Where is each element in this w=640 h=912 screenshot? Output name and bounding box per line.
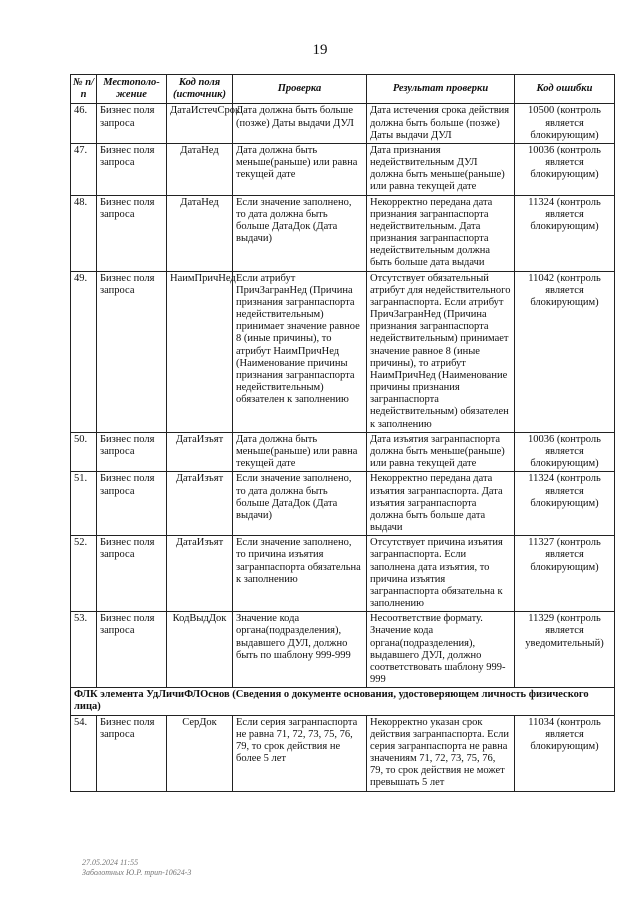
row-result: Некорректно указан срок действия загранпаспорта. Если серия загранпаспорта не равна значениям 71, 72, 73, 75, 76, 79, то срок действия не может превышать 5 лет: [367, 715, 515, 791]
row-check: Дата должна быть меньше(раньше) или равна текущей дате: [233, 432, 367, 472]
row-check: Если серия загранпаспорта не равна 71, 72, 73, 75, 76, 79, то срок действия не более 5 лет: [233, 715, 367, 791]
row-error-code: 11329 (контроль является уведомительный): [515, 612, 615, 688]
row-error-code: 11324 (контроль является блокирующим): [515, 472, 615, 536]
row-location: Бизнес поля запроса: [97, 432, 167, 472]
row-num: 46.: [71, 104, 97, 144]
table-row: [71, 195, 615, 271]
table-row: [71, 715, 615, 791]
row-error-code: 11324 (контроль является блокирующим): [515, 195, 615, 271]
row-field-code: ДатаНед: [167, 195, 233, 271]
row-field-code: ДатаНед: [167, 143, 233, 195]
row-location: Бизнес поля запроса: [97, 271, 167, 432]
header-error-code: Код ошибки: [515, 75, 615, 104]
row-field-code: СерДок: [167, 715, 233, 791]
row-location: Бизнес поля запроса: [97, 104, 167, 144]
header-result: Результат проверки: [367, 75, 515, 104]
row-check: Если значение заполнено, то дата должна быть больше ДатаДок (Дата выдачи): [233, 472, 367, 536]
row-error-code: 10036 (контроль является блокирующим): [515, 143, 615, 195]
row-result: Некорректно передана дата признания загранпаспорта недействительным. Дата признания загранпаспорта недействительным должна быть больше дата выдачи: [367, 195, 515, 271]
row-result: Отсутствует обязательный атрибут для недействительного загранпаспорта. Если атрибут ПричЗагранНед (Причина признания загранпаспорта недействительным) принимает значение равное 8 (иные причины), то атрибут НаимПричНед (Наименование причины признания загранпаспорта недействительным) обязателен к заполнению: [367, 271, 515, 432]
row-location: Бизнес поля запроса: [97, 195, 167, 271]
table-row: [71, 472, 615, 536]
row-error-code: 10500 (контроль является блокирующим): [515, 104, 615, 144]
row-field-code: НаимПричНед: [167, 271, 233, 432]
row-result: Дата изъятия загранпаспорта должна быть меньше(раньше) или равна текущей дате: [367, 432, 515, 472]
table-header-row: [71, 75, 615, 104]
header-check: Проверка: [233, 75, 367, 104]
row-result: Отсутствует причина изъятия загранпаспорта. Если заполнена дата изъятия, то причина изъятия загранпаспорта обязательна к заполнению: [367, 536, 515, 612]
row-result: Дата признания недействительным ДУЛ должна быть меньше(раньше) или равна текущей дате: [367, 143, 515, 195]
table-row: [71, 143, 615, 195]
table-row: [71, 104, 615, 144]
table-row: [71, 612, 615, 688]
footer-author: Заболотных Ю.Р. трип-10624-3: [82, 868, 192, 878]
table-row: [71, 432, 615, 472]
page-number: 19: [312, 42, 328, 58]
row-num: 48.: [71, 195, 97, 271]
row-location: Бизнес поля запроса: [97, 612, 167, 688]
header-field-code: Код поля (источник): [167, 75, 233, 104]
footer-timestamp: 27.05.2024 11:55: [82, 858, 139, 867]
row-error-code: 10036 (контроль является блокирующим): [515, 432, 615, 472]
header-num: № п/п: [71, 75, 97, 104]
row-result: Некорректно передана дата изъятия загранпаспорта. Дата изъятия загранпаспорта должна быть больше дата выдачи: [367, 472, 515, 536]
section-row: [71, 688, 615, 715]
row-check: Дата должна быть меньше(раньше) или равна текущей дате: [233, 143, 367, 195]
row-check: Если значение заполнено, то причина изъятия загранпаспорта обязательна к заполнению: [233, 536, 367, 612]
row-num: 52.: [71, 536, 97, 612]
row-field-code: КодВыдДок: [167, 612, 233, 688]
row-num: 49.: [71, 271, 97, 432]
row-check: Если значение заполнено, то дата должна быть больше ДатаДок (Дата выдачи): [233, 195, 367, 271]
row-error-code: 11327 (контроль является блокирующим): [515, 536, 615, 612]
row-error-code: 11034 (контроль является блокирующим): [515, 715, 615, 791]
row-num: 50.: [71, 432, 97, 472]
table-row: [71, 271, 615, 432]
checks-table: [70, 74, 615, 792]
row-error-code: 11042 (контроль является блокирующим): [515, 271, 615, 432]
row-field-code: ДатаИзъят: [167, 432, 233, 472]
row-result: Дата истечения срока действия должна быть больше (позже) Даты выдачи ДУЛ: [367, 104, 515, 144]
row-field-code: ДатаИзъят: [167, 536, 233, 612]
row-location: Бизнес поля запроса: [97, 715, 167, 791]
row-num: 47.: [71, 143, 97, 195]
table-row: [71, 536, 615, 612]
row-num: 53.: [71, 612, 97, 688]
footer-stamp: [82, 858, 191, 879]
row-location: Бизнес поля запроса: [97, 143, 167, 195]
row-location: Бизнес поля запроса: [97, 472, 167, 536]
row-field-code: ДатаИзъят: [167, 472, 233, 536]
header-location: Местополо-жение: [97, 75, 167, 104]
row-num: 54.: [71, 715, 97, 791]
row-num: 51.: [71, 472, 97, 536]
row-check: Если атрибут ПричЗагранНед (Причина признания загранпаспорта недействительным) принимает значение равное 8 (иные причины), то атрибут НаимПричНед (Наименование причины признания загранпаспорта недействительным) обязателен к заполнению: [233, 271, 367, 432]
row-location: Бизнес поля запроса: [97, 536, 167, 612]
section-heading: ФЛК элемента УдЛичиФЛОснов (Сведения о документе основания, удостоверяющем личность физического лица): [71, 688, 615, 715]
row-field-code: ДатаИстечСрок: [167, 104, 233, 144]
row-result: Несоответствие формату. Значение кода органа(подразделения), выдавшего ДУЛ, должно соответствовать шаблону 999-999: [367, 612, 515, 688]
row-check: Дата должна быть больше (позже) Даты выдачи ДУЛ: [233, 104, 367, 144]
row-check: Значение кода органа(подразделения), выдавшего ДУЛ, должно быть по шаблону 999-999: [233, 612, 367, 688]
